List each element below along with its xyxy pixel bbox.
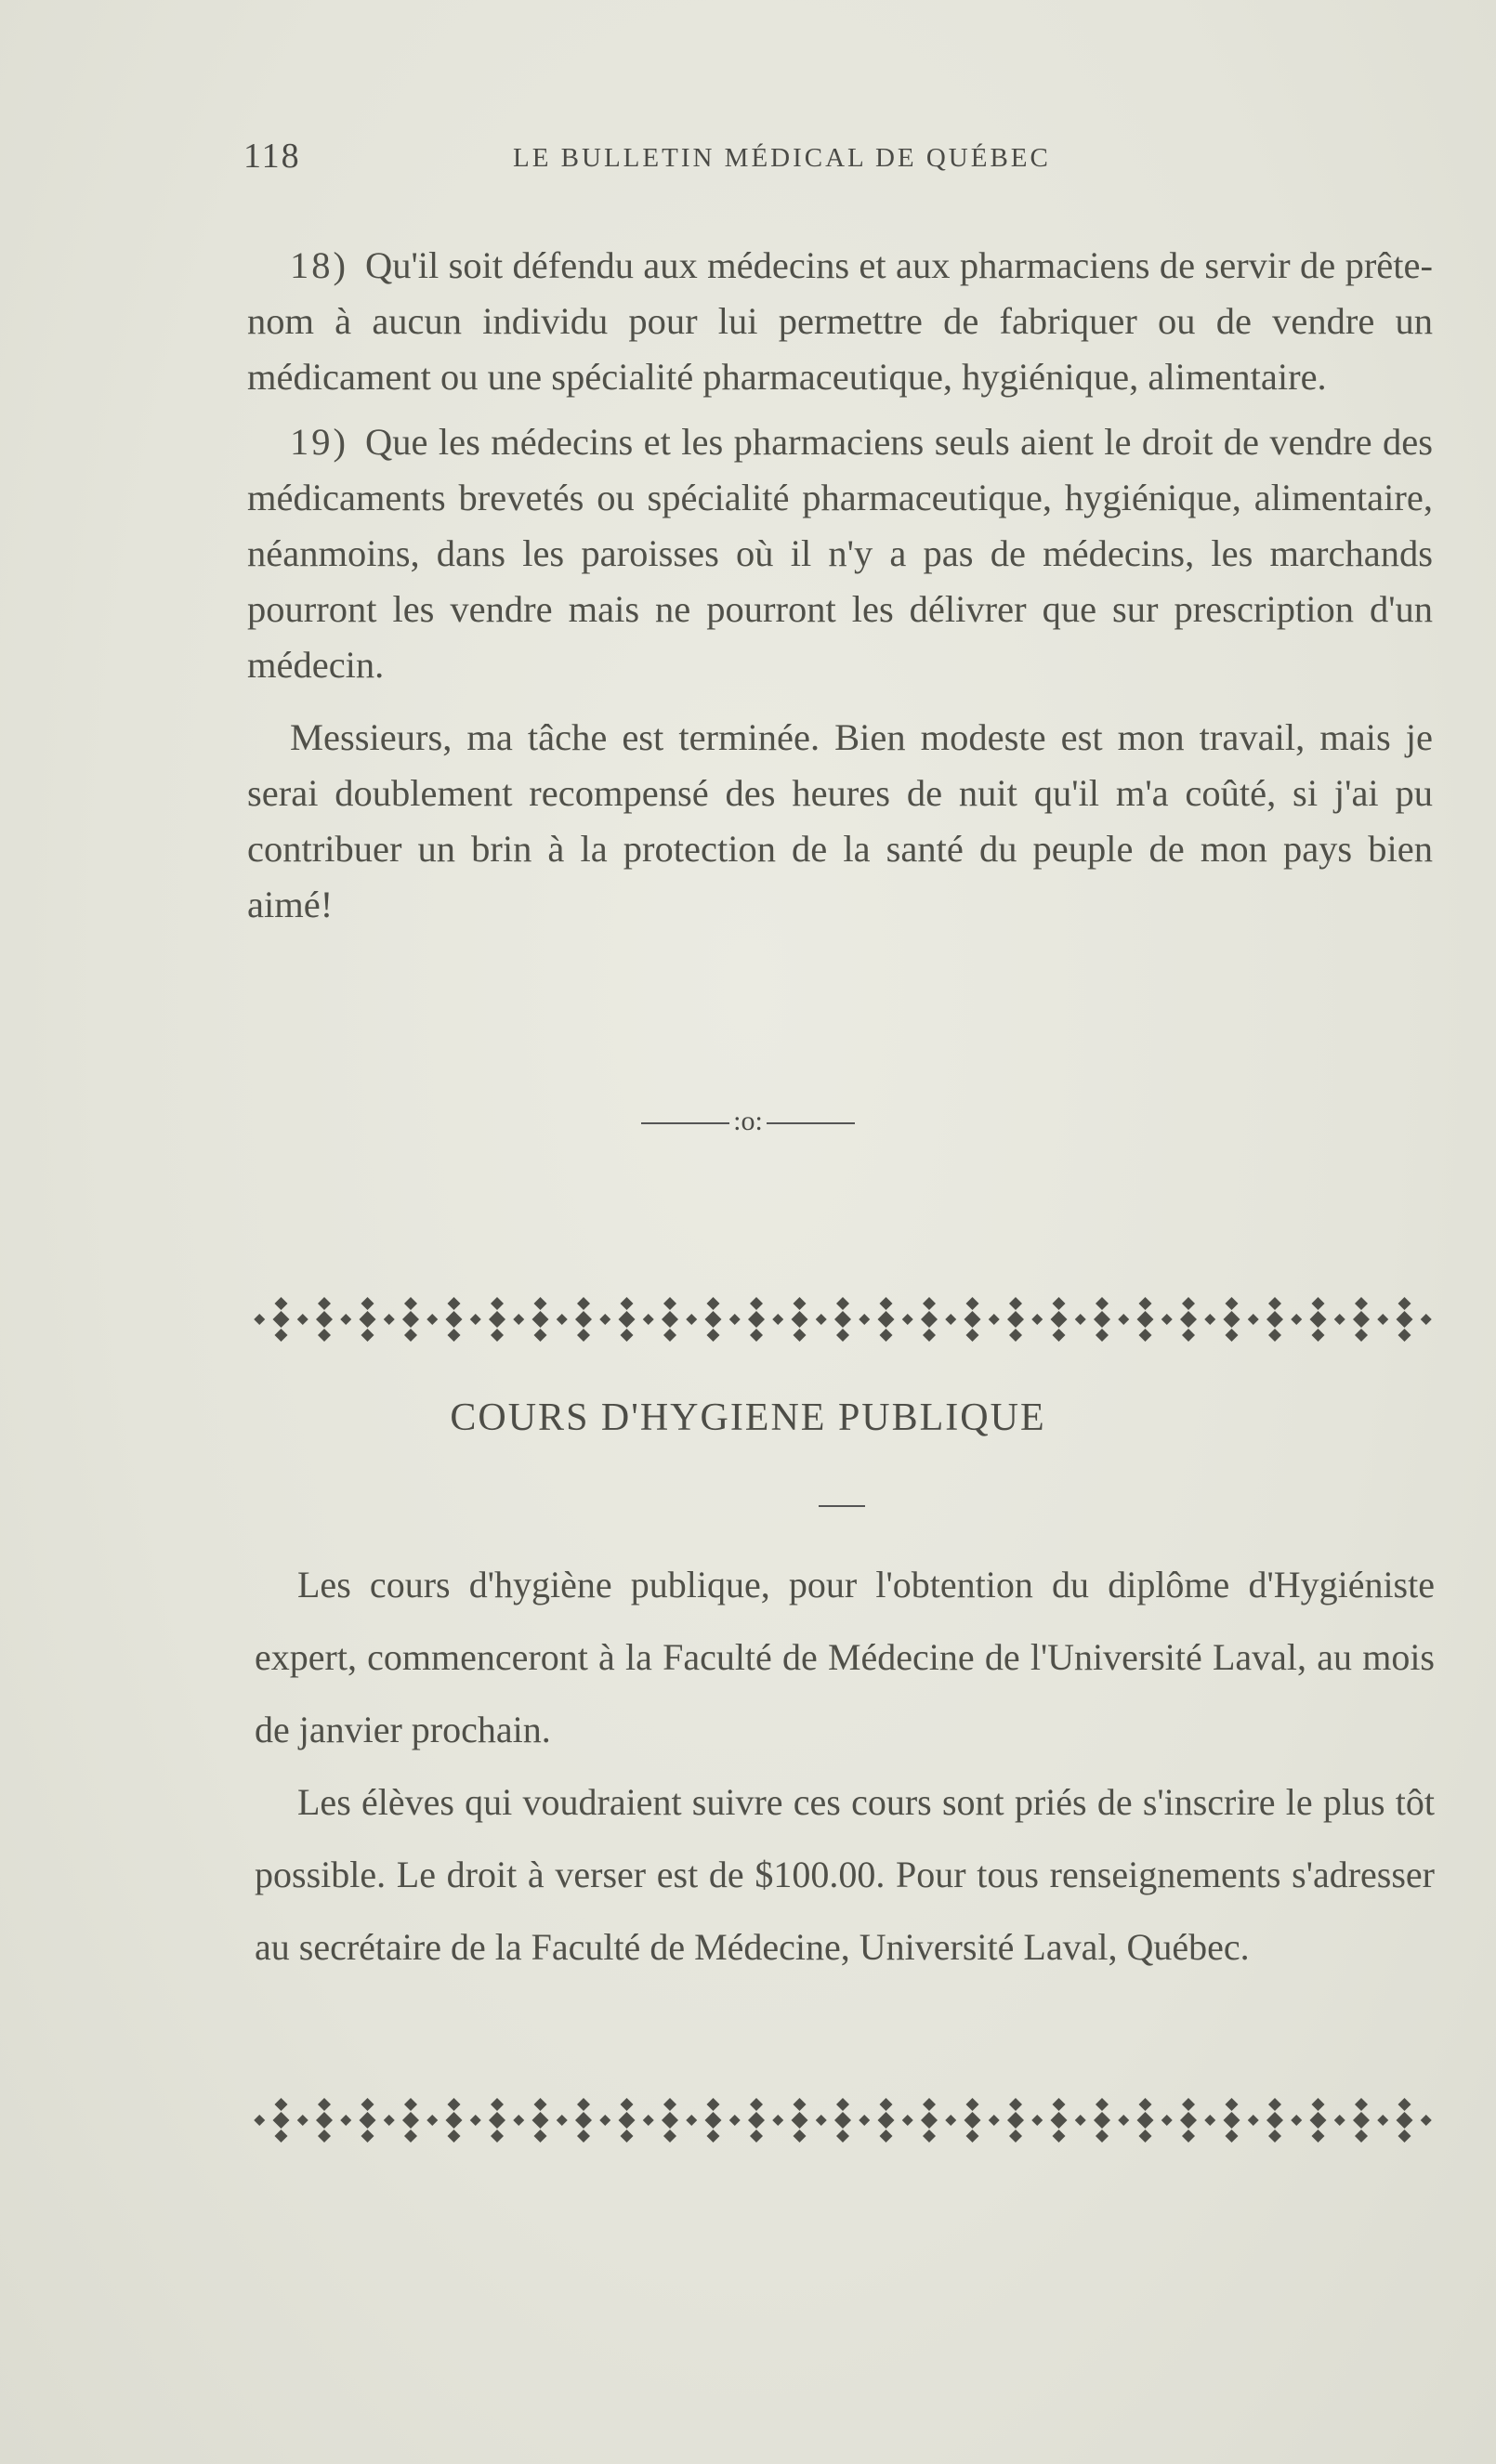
ornament-motif [1075, 1297, 1110, 1342]
item-text: Qu'il soit défendu aux médecins et aux pharmaciens de servir de prête-nom à aucun individu pour lui permettre de fabriquer ou de vendre un médicament ou une spécialité pharmaceutique, hygiénique, alimentaire. [247, 244, 1433, 398]
ornament-motif [384, 2098, 419, 2143]
ornament-motif [945, 2098, 980, 2143]
ornament-motif [340, 2098, 375, 2143]
ornament-motif [470, 1297, 505, 1342]
title-rule [819, 1505, 865, 1507]
section-paragraph: Les élèves qui voudraient suivre ces cours sont priés de s'inscrire le plus tôt possible. Le droit à verser est de $100.00. Pour tous renseignements s'adresser au secrétaire de la Faculté de Médecine, Université Laval, Québec. [255, 1781, 1435, 1968]
running-head: LE BULLETIN MÉDICAL DE QUÉBEC [513, 143, 1051, 173]
ornament-motif [772, 1297, 807, 1342]
item-19 [247, 414, 1433, 693]
ornament-motif [513, 1297, 548, 1342]
ornament-motif [1334, 2098, 1370, 2143]
ornament-motif [297, 1297, 333, 1342]
ornament-motif [859, 2098, 894, 2143]
ornament-motif [557, 1297, 592, 1342]
ornament-motif [1291, 1297, 1326, 1342]
numbered-items [247, 238, 1433, 933]
ornament-motif [599, 1297, 635, 1342]
ornament-motif [816, 2098, 851, 2143]
ornament-motif [1334, 1297, 1370, 1342]
ornament-motif [643, 1297, 678, 1342]
section-body [255, 1549, 1435, 1984]
ornament-motif [557, 2098, 592, 2143]
page-header [243, 136, 1433, 182]
separator-line-left [641, 1122, 729, 1124]
ornament-motif [1161, 1297, 1197, 1342]
section-title: COURS D'HYGIENE PUBLIQUE [450, 1396, 1046, 1439]
ornament-motif [470, 2098, 505, 2143]
ornament-motif [1291, 2098, 1326, 2143]
ornament-motif [1204, 1297, 1240, 1342]
ornament-border-top [251, 1293, 1435, 1345]
ornament-motif [772, 2098, 807, 2143]
page-number: 118 [243, 137, 301, 176]
separator-mark: :o: [733, 1106, 763, 1136]
ornament-end [1421, 1314, 1432, 1325]
ornament-motif [384, 1297, 419, 1342]
ornament-motif [599, 2098, 635, 2143]
ornament-motif [1031, 1297, 1067, 1342]
ornament-motif [945, 1297, 980, 1342]
ornament-motif [1248, 1297, 1283, 1342]
ornament-motif [1248, 2098, 1283, 2143]
ornament-border-bottom [251, 2094, 1435, 2146]
ornament-motif [513, 2098, 548, 2143]
ornament-motif [1161, 2098, 1197, 2143]
ornament-motif [340, 1297, 375, 1342]
ornament-motif [859, 1297, 894, 1342]
ornament-motif [686, 2098, 721, 2143]
ornament-motif [1377, 1297, 1412, 1342]
ornament-motif [1204, 2098, 1240, 2143]
ornament-motif [297, 2098, 333, 2143]
ornament-motif [1377, 2098, 1412, 2143]
ornament-motif [729, 2098, 765, 2143]
ornament-motif [1118, 2098, 1153, 2143]
ornament-motif [902, 2098, 938, 2143]
separator-line-right [767, 1122, 855, 1124]
ornament-motif [426, 2098, 462, 2143]
ornament-motif [816, 1297, 851, 1342]
ornament-motif [643, 2098, 678, 2143]
closing-paragraph: Messieurs, ma tâche est terminée. Bien modeste est mon travail, mais je serai doublement recompensé des heures de nuit qu'il m'a coûté, si j'ai pu contribuer un brin à la protection de la santé du peuple de mon pays bien aimé! [247, 716, 1433, 925]
item-text: Que les médecins et les pharmaciens seuls aient le droit de vendre des médicaments brevetés ou spécialité pharmaceutique, hygiénique, alimentaire, néanmoins, dans les paroisses où il n'y a pas de médecins, les marchands pourront les vendre mais ne pourront les délivrer que sur prescription d'un médecin. [247, 421, 1433, 686]
ornament-motif [902, 1297, 938, 1342]
ornament-end [1421, 2115, 1432, 2126]
ornament-motif [989, 2098, 1024, 2143]
ornament-motif [1031, 2098, 1067, 2143]
item-number: 19) [290, 421, 348, 463]
ornament-motif [254, 2098, 289, 2143]
ornament-motif [729, 1297, 765, 1342]
ornament-motif [426, 1297, 462, 1342]
small-separator [0, 1106, 1496, 1137]
item-number: 18) [290, 244, 348, 286]
item-18 [247, 238, 1433, 405]
ornament-motif [989, 1297, 1024, 1342]
ornament-motif [1118, 1297, 1153, 1342]
section-paragraph: Les cours d'hygiène publique, pour l'obtention du diplôme d'Hygiéniste expert, commenceront à la Faculté de Médecine de l'Université Laval, au mois de janvier prochain. [255, 1564, 1435, 1750]
ornament-motif [686, 1297, 721, 1342]
ornament-motif [1075, 2098, 1110, 2143]
ornament-motif [254, 1297, 289, 1342]
